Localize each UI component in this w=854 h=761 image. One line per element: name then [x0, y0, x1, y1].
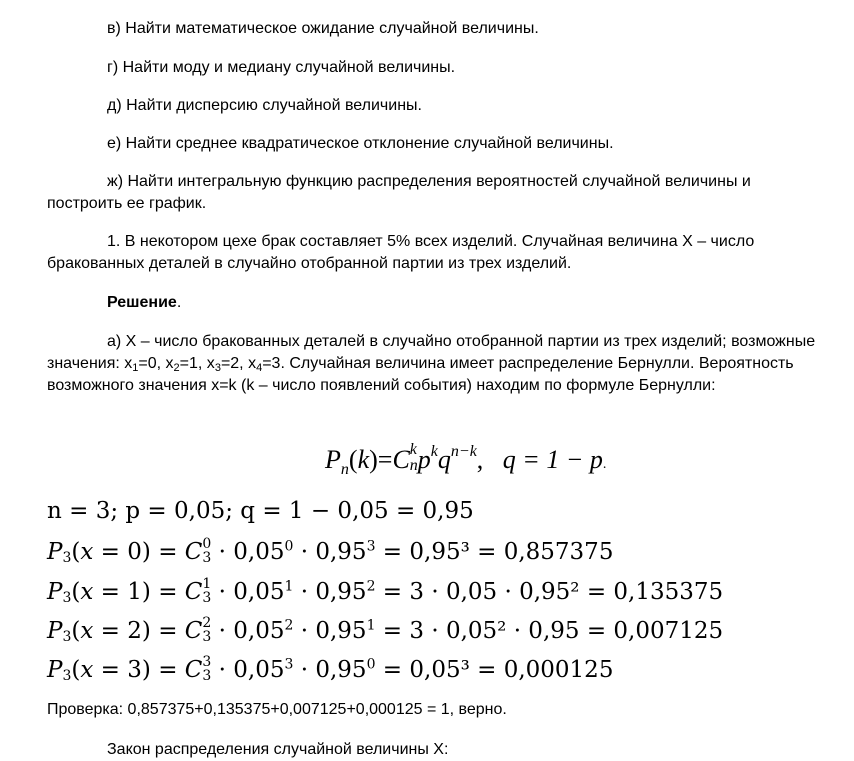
equation-x0: $P_3(x = 0) = C$ 0 3 · $0,05^0 \cdot 0,95^3 = 0,95^3 = 0,857375$ [47, 536, 614, 566]
item-zh: ж) Найти интегральную функцию распределения вероятностей случайной величины и построить ее график. [47, 173, 751, 212]
item-v: в) Найти математическое ожидание случайной величины. [107, 20, 539, 37]
equation-x3: $P_3(x = 3) = C$ 3 3 · $0,05^3 \cdot 0,95^0 = 0,05^3 = 0,000125$ [47, 654, 614, 684]
check-line: Проверка: 0,857375+0,135375+0,007125+0,000125 = 1, верно. [47, 701, 507, 718]
distribution-law-heading: Закон распределения случайной величины X: [107, 741, 449, 758]
solution-heading: Решение. [107, 294, 182, 311]
equation-x2: $P_3(x = 2) = C$ 2 3 · $0,05^2 \cdot 0,95^1 = 3 \cdot 0,05^2 \cdot 0,95 = 0,007125$ [47, 615, 724, 645]
item-e: е) Найти среднее квадратическое отклонение случайной величины. [107, 135, 614, 152]
bernoulli-formula: $P_n(k)=C$ k n $p^kq^{n-k}$, q = 1 − p. [325, 441, 607, 478]
equation-x1: $P_3(x = 1) = C$ 1 3 · $0,05^1 \cdot 0,95^2 = 3 \cdot 0,05 \cdot 0,95^2 = 0,135375$ [47, 576, 724, 606]
problem-statement: 1. В некотором цехе брак составляет 5% всех изделий. Случайная величина X – число бракованных деталей в случайно отобранной партии из трех изделий. [47, 233, 755, 272]
item-d: д) Найти дисперсию случайной величины. [107, 97, 422, 114]
paragraph-a: а) X – число бракованных деталей в случайно отобранной партии из трех изделий; возможные значения: $x_1=0$, $x_2=1$, $x_3=2$, $x_4=3$. Случайная величина имеет распределение Бернулли. Вероятность возможного значения x=k (k – число появлений события) находим по формуле Бернулли: [47, 333, 816, 394]
item-g: г) Найти моду и медиану случайной величины. [107, 59, 456, 76]
parameters-equation: n = 3; p = 0,05; q = 1 − 0,05 = 0,95 [47, 498, 474, 524]
